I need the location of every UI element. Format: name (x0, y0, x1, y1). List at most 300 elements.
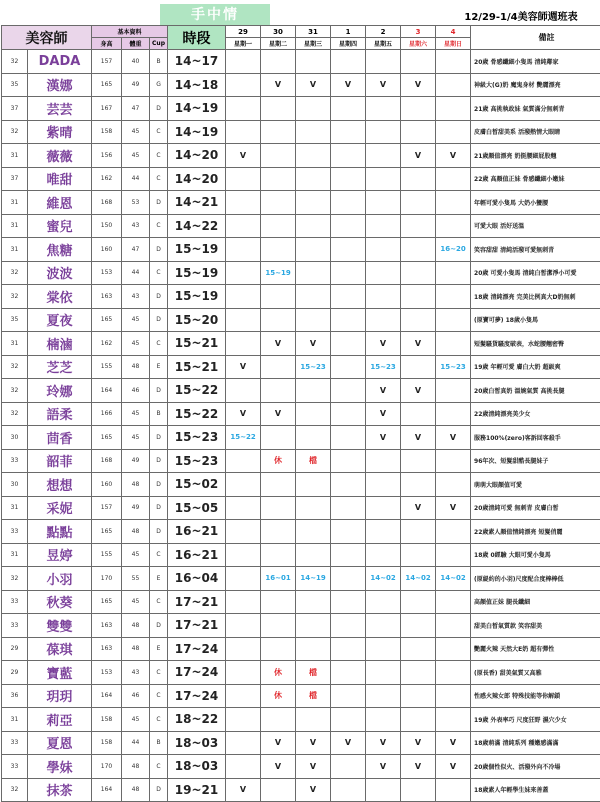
beautician-name: 小羽 (28, 567, 92, 591)
day-cell (331, 590, 366, 614)
day-cell (296, 120, 331, 144)
day-cell: V (366, 73, 401, 97)
day-cell (401, 614, 436, 638)
day-cell (366, 708, 401, 732)
day-cell (401, 120, 436, 144)
time-slot-cell: 14~18 (168, 73, 226, 97)
day-cell (436, 379, 471, 403)
day-cell: V (366, 402, 401, 426)
beautician-name: 莉亞 (28, 708, 92, 732)
day-cell (261, 426, 296, 450)
day-cell (261, 238, 296, 262)
beautician-name: 學妹 (28, 755, 92, 779)
beautician-name: DADA (28, 50, 92, 74)
day-cell (226, 73, 261, 97)
beautician-name: 芸芸 (28, 97, 92, 121)
day-cell (226, 308, 261, 332)
row-index: 33 (2, 520, 28, 544)
time-slot-cell: 15~22 (168, 402, 226, 426)
day-cell (436, 684, 471, 708)
weight-cell: 44 (122, 261, 150, 285)
day-cell (366, 120, 401, 144)
table-row (2, 449, 600, 473)
note-cell: 神級大(G)奶 魔鬼身材 艷麗漂亮 (471, 73, 600, 97)
header-cup: Cup (150, 38, 168, 50)
cup-cell: C (150, 144, 168, 168)
note-cell: 萌萌大眼顏值可愛 (471, 473, 600, 497)
day-cell (261, 144, 296, 168)
beautician-name: 波波 (28, 261, 92, 285)
table-row (2, 520, 600, 544)
day-cell (436, 520, 471, 544)
day-cell (226, 496, 261, 520)
day-cell (226, 684, 261, 708)
height-cell: 164 (92, 778, 122, 802)
cup-cell: D (150, 308, 168, 332)
table-row (2, 708, 600, 732)
note-cell: (原長香) 甜美氣質又高雅 (471, 661, 600, 685)
row-index: 31 (2, 238, 28, 262)
day-cell (296, 520, 331, 544)
time-slot-cell: 15~05 (168, 496, 226, 520)
note-cell: 可愛大眼 活好送溫 (471, 214, 600, 238)
beautician-name: 點點 (28, 520, 92, 544)
day-cell (436, 50, 471, 74)
row-index: 33 (2, 614, 28, 638)
height-cell: 157 (92, 496, 122, 520)
day-cell (226, 661, 261, 685)
day-cell (261, 590, 296, 614)
beautician-name: 蜜兒 (28, 214, 92, 238)
beautician-name: 昱婷 (28, 543, 92, 567)
weight-cell: 47 (122, 238, 150, 262)
cup-cell: D (150, 449, 168, 473)
day-cell (261, 473, 296, 497)
cup-cell: C (150, 332, 168, 356)
day-cell (331, 520, 366, 544)
day-cell (226, 614, 261, 638)
day-cell: 14~02 (436, 567, 471, 591)
height-cell: 158 (92, 120, 122, 144)
beautician-name: 紫晴 (28, 120, 92, 144)
day-cell (296, 543, 331, 567)
weight-cell: 48 (122, 637, 150, 661)
day-cell: V (366, 755, 401, 779)
weight-cell: 45 (122, 708, 150, 732)
day-cell: V (401, 379, 436, 403)
day-cell (331, 214, 366, 238)
day-cell (436, 402, 471, 426)
day-cell (366, 308, 401, 332)
day-cell (401, 97, 436, 121)
day-cell (296, 238, 331, 262)
day-cell (226, 50, 261, 74)
table-row (2, 261, 600, 285)
day-cell (331, 97, 366, 121)
day-cell (401, 543, 436, 567)
weight-cell: 48 (122, 755, 150, 779)
day-cell (331, 50, 366, 74)
row-index: 31 (2, 191, 28, 215)
day-cell (296, 97, 331, 121)
day-cell (226, 731, 261, 755)
row-index: 32 (2, 379, 28, 403)
day-cell: V (401, 73, 436, 97)
day-cell (261, 285, 296, 309)
day-cell (366, 261, 401, 285)
day-cell (331, 379, 366, 403)
day-cell: V (296, 731, 331, 755)
day-cell (226, 379, 261, 403)
day-cell (226, 590, 261, 614)
time-slot-cell: 14~22 (168, 214, 226, 238)
row-index: 33 (2, 590, 28, 614)
weight-cell: 46 (122, 379, 150, 403)
height-cell: 158 (92, 708, 122, 732)
day-cell (296, 144, 331, 168)
day-cell (261, 97, 296, 121)
table-row (2, 590, 600, 614)
cup-cell: B (150, 50, 168, 74)
height-cell: 162 (92, 167, 122, 191)
cup-cell: D (150, 379, 168, 403)
day-cell (401, 238, 436, 262)
day-cell (366, 590, 401, 614)
note-cell: 18歲 清純漂亮 完美比例真大D奶無刺 (471, 285, 600, 309)
day-cell (296, 473, 331, 497)
cup-cell: D (150, 426, 168, 450)
table-row (2, 285, 600, 309)
day-cell: V (261, 755, 296, 779)
day-cell (436, 167, 471, 191)
table-row (2, 238, 600, 262)
header-weekday: 星期六 (401, 38, 436, 50)
header-date: 3 (401, 26, 436, 38)
day-cell: V (296, 73, 331, 97)
note-cell: 笑容甜甜 清純活潑可愛無刺青 (471, 238, 600, 262)
day-cell (261, 308, 296, 332)
day-cell (331, 332, 366, 356)
day-cell (401, 214, 436, 238)
table-row (2, 778, 600, 802)
day-cell: 15~19 (261, 261, 296, 285)
row-index: 31 (2, 543, 28, 567)
height-cell: 170 (92, 755, 122, 779)
day-cell (401, 637, 436, 661)
day-cell (401, 590, 436, 614)
day-cell (436, 708, 471, 732)
time-slot-cell: 19~21 (168, 778, 226, 802)
height-cell: 153 (92, 261, 122, 285)
weight-cell: 40 (122, 50, 150, 74)
day-cell (436, 473, 471, 497)
row-index: 32 (2, 355, 28, 379)
day-cell (436, 778, 471, 802)
beautician-name: 采妮 (28, 496, 92, 520)
day-cell (296, 191, 331, 215)
cup-cell: B (150, 402, 168, 426)
day-cell (436, 285, 471, 309)
row-index: 33 (2, 449, 28, 473)
day-cell: 休 (261, 449, 296, 473)
day-cell: V (436, 426, 471, 450)
time-slot-cell: 14~17 (168, 50, 226, 74)
day-cell: V (436, 755, 471, 779)
day-cell (331, 567, 366, 591)
header-weekday: 星期一 (226, 38, 261, 50)
day-cell: V (436, 496, 471, 520)
weight-cell: 43 (122, 285, 150, 309)
day-cell (296, 214, 331, 238)
day-cell (226, 214, 261, 238)
time-slot-cell: 14~19 (168, 120, 226, 144)
day-cell: 15~23 (296, 355, 331, 379)
day-cell (226, 285, 261, 309)
day-cell (401, 285, 436, 309)
day-cell (436, 73, 471, 97)
note-cell: 高顏值正妹 腿長纖細 (471, 590, 600, 614)
day-cell (436, 97, 471, 121)
height-cell: 150 (92, 214, 122, 238)
weight-cell: 45 (122, 543, 150, 567)
weight-cell: 48 (122, 473, 150, 497)
time-slot-cell: 17~21 (168, 614, 226, 638)
day-cell (401, 402, 436, 426)
day-cell (401, 661, 436, 685)
day-cell (436, 614, 471, 638)
day-cell (261, 355, 296, 379)
header-weekday: 星期日 (436, 38, 471, 50)
day-cell: V (366, 332, 401, 356)
cup-cell: E (150, 567, 168, 591)
day-cell: V (401, 496, 436, 520)
weight-cell: 48 (122, 520, 150, 544)
day-cell (226, 120, 261, 144)
day-cell (401, 778, 436, 802)
day-cell (331, 285, 366, 309)
height-cell: 158 (92, 731, 122, 755)
day-cell: 檔 (296, 449, 331, 473)
day-cell (261, 50, 296, 74)
row-index: 32 (2, 778, 28, 802)
note-cell: 21歲顏值漂亮 奶挺腰細屁股翹 (471, 144, 600, 168)
day-cell (261, 778, 296, 802)
beautician-name: 芝芝 (28, 355, 92, 379)
cup-cell: B (150, 731, 168, 755)
day-cell (366, 285, 401, 309)
day-cell (261, 167, 296, 191)
time-slot-cell: 17~21 (168, 590, 226, 614)
time-slot-cell: 15~22 (168, 379, 226, 403)
day-cell: V (331, 73, 366, 97)
row-index: 36 (2, 684, 28, 708)
beautician-name: 想想 (28, 473, 92, 497)
day-cell: V (436, 731, 471, 755)
day-cell: 休 (261, 661, 296, 685)
day-cell: 15~22 (226, 426, 261, 450)
day-cell (366, 684, 401, 708)
day-cell (436, 261, 471, 285)
table-row (2, 144, 600, 168)
day-cell (226, 449, 261, 473)
day-cell: V (401, 755, 436, 779)
height-cell: 155 (92, 355, 122, 379)
day-cell (226, 543, 261, 567)
note-cell: 22歲素人顏值情純漂亮 短髮俏麗 (471, 520, 600, 544)
time-slot-cell: 15~19 (168, 238, 226, 262)
row-index: 33 (2, 755, 28, 779)
table-row (2, 731, 600, 755)
day-cell (436, 191, 471, 215)
day-cell (331, 449, 366, 473)
note-cell: 艷麗火辣 天然大E奶 超有彈性 (471, 637, 600, 661)
day-cell: 14~02 (366, 567, 401, 591)
day-cell: V (366, 426, 401, 450)
day-cell (261, 614, 296, 638)
day-cell (331, 661, 366, 685)
row-index: 37 (2, 167, 28, 191)
day-cell (296, 614, 331, 638)
day-cell (401, 520, 436, 544)
cup-cell: D (150, 614, 168, 638)
row-index: 32 (2, 402, 28, 426)
day-cell (331, 238, 366, 262)
header-height: 身高 (92, 38, 122, 50)
beautician-name: 雙雙 (28, 614, 92, 638)
height-cell: 165 (92, 590, 122, 614)
weight-cell: 45 (122, 332, 150, 356)
note-cell: 皮膚白皙甜美系 活潑熱情大眼睛 (471, 120, 600, 144)
height-cell: 165 (92, 73, 122, 97)
header-weekday: 星期五 (366, 38, 401, 50)
note-cell: 18歲萌滿 清純系列 種嫩感滿滿 (471, 731, 600, 755)
beautician-name: 夏恩 (28, 731, 92, 755)
day-cell: V (261, 73, 296, 97)
beautician-name: 語柔 (28, 402, 92, 426)
cup-cell: C (150, 590, 168, 614)
header-date: 29 (226, 26, 261, 38)
table-row (2, 755, 600, 779)
day-cell (366, 661, 401, 685)
day-cell: V (401, 731, 436, 755)
cup-cell: C (150, 755, 168, 779)
time-slot-cell: 15~23 (168, 426, 226, 450)
day-cell (296, 708, 331, 732)
day-cell (401, 449, 436, 473)
day-cell (296, 637, 331, 661)
day-cell (436, 661, 471, 685)
day-cell (296, 496, 331, 520)
day-cell: 14~19 (296, 567, 331, 591)
day-cell (401, 684, 436, 708)
note-cell: 20歲白皙真奶 溫婉氣質 高挑長腿 (471, 379, 600, 403)
height-cell: 155 (92, 543, 122, 567)
header-weekday: 星期二 (261, 38, 296, 50)
note-cell: 22歲 高顏值正妹 骨感纖細小嫩妹 (471, 167, 600, 191)
row-index: 35 (2, 308, 28, 332)
day-cell (436, 214, 471, 238)
table-row (2, 214, 600, 238)
table-row (2, 50, 600, 74)
day-cell: V (331, 731, 366, 755)
height-cell: 168 (92, 191, 122, 215)
day-cell: V (366, 379, 401, 403)
header-date: 2 (366, 26, 401, 38)
table-row (2, 684, 600, 708)
day-cell: V (296, 755, 331, 779)
day-cell (401, 308, 436, 332)
note-cell: 96年次、短髮甜酷長腿妹子 (471, 449, 600, 473)
time-slot-cell: 14~20 (168, 144, 226, 168)
height-cell: 163 (92, 285, 122, 309)
day-cell (261, 120, 296, 144)
table-row (2, 402, 600, 426)
header-weight: 體重 (122, 38, 150, 50)
row-index: 31 (2, 496, 28, 520)
note-cell: (原緹約的小羽)尺度配合度棒棒低 (471, 567, 600, 591)
day-cell (366, 520, 401, 544)
time-slot-cell: 15~19 (168, 261, 226, 285)
day-cell (261, 543, 296, 567)
day-cell (261, 637, 296, 661)
day-cell (366, 473, 401, 497)
day-cell: 14~02 (401, 567, 436, 591)
height-cell: 160 (92, 238, 122, 262)
day-cell (261, 191, 296, 215)
note-cell: 18歲素人年輕學生妹來善蓋 (471, 778, 600, 802)
weight-cell: 45 (122, 120, 150, 144)
day-cell (296, 379, 331, 403)
day-cell (331, 496, 366, 520)
day-cell (366, 238, 401, 262)
day-cell (331, 402, 366, 426)
day-cell (226, 238, 261, 262)
day-cell (366, 449, 401, 473)
table-row (2, 97, 600, 121)
height-cell: 165 (92, 308, 122, 332)
time-slot-cell: 15~20 (168, 308, 226, 332)
day-cell: V (261, 731, 296, 755)
note-cell: 19歲 外表率巧 尺度狂野 濕穴少女 (471, 708, 600, 732)
beautician-name: 抹茶 (28, 778, 92, 802)
header-weekday: 星期三 (296, 38, 331, 50)
cup-cell: D (150, 778, 168, 802)
row-index: 31 (2, 214, 28, 238)
header-date: 4 (436, 26, 471, 38)
day-cell (331, 355, 366, 379)
day-cell (366, 637, 401, 661)
day-cell (331, 543, 366, 567)
height-cell: 162 (92, 332, 122, 356)
row-index: 32 (2, 285, 28, 309)
time-slot-cell: 17~24 (168, 661, 226, 685)
table-row (2, 543, 600, 567)
beautician-name: 茴香 (28, 426, 92, 450)
height-cell: 165 (92, 520, 122, 544)
weight-cell: 48 (122, 355, 150, 379)
row-index: 33 (2, 731, 28, 755)
week-title: 12/29-1/4美容師週班表 (446, 8, 596, 23)
day-cell (331, 308, 366, 332)
row-index: 31 (2, 708, 28, 732)
day-cell (331, 426, 366, 450)
day-cell (331, 637, 366, 661)
height-cell: 163 (92, 614, 122, 638)
day-cell (366, 191, 401, 215)
cup-cell: E (150, 637, 168, 661)
day-cell (331, 778, 366, 802)
time-slot-cell: 15~23 (168, 449, 226, 473)
